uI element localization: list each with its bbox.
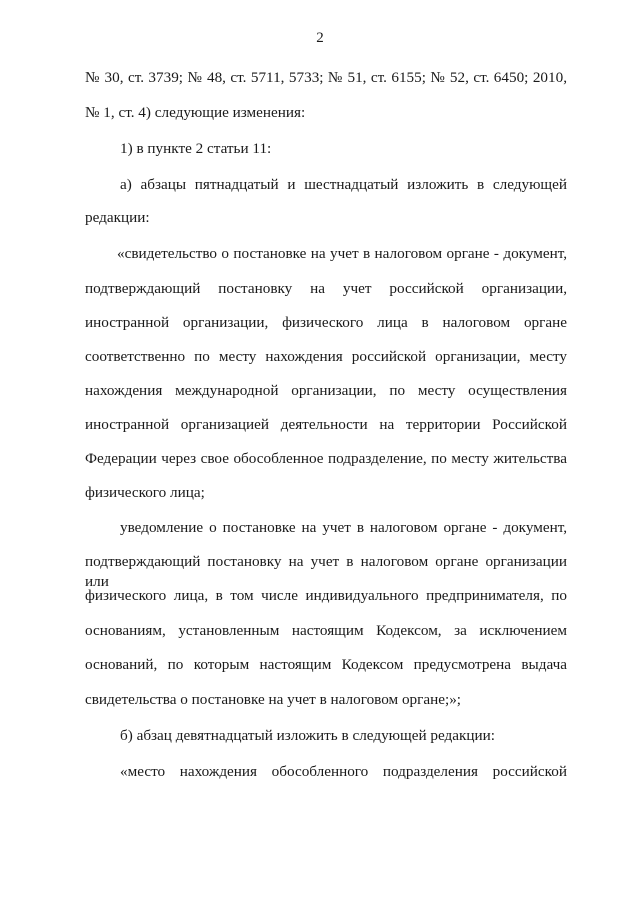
quote-line: иностранной организацией деятельности на территории Российской	[85, 416, 567, 433]
quote-line: подтверждающий постановку на учет российской организации,	[85, 280, 567, 297]
quote-line: оснований, по которым настоящим Кодексом предусмотрена выдача	[85, 656, 567, 673]
quote-line: физического лица, в том числе индивидуального предпринимателя, по	[85, 587, 567, 604]
quote-line: иностранной организации, физического лица в налоговом органе	[85, 314, 567, 331]
list-item-heading: б) абзац девятнадцатый изложить в следующей редакции:	[120, 727, 495, 744]
quote-line: «место нахождения обособленного подразделения российской	[120, 763, 567, 780]
quote-line: физического лица;	[85, 484, 205, 501]
quote-line: «свидетельство о постановке на учет в налоговом органе - документ,	[117, 245, 567, 262]
text-line: № 30, ст. 3739; № 48, ст. 5711, 5733; № 51, ст. 6155; № 52, ст. 6450; 2010,	[85, 69, 567, 86]
quote-line: подтверждающий постановку на учет в налоговом органе организации или	[85, 553, 567, 590]
page-number: 2	[316, 30, 324, 46]
quote-line: основаниям, установленным настоящим Кодексом, за исключением	[85, 622, 567, 639]
text-line: редакции:	[85, 209, 150, 226]
quote-line: Федерации через свое обособленное подразделение, по месту жительства	[85, 450, 567, 467]
quote-line: соответственно по месту нахождения российской организации, месту	[85, 348, 567, 365]
quote-line: уведомление о постановке на учет в налоговом органе - документ,	[120, 519, 567, 536]
list-item-heading: 1) в пункте 2 статьи 11:	[120, 140, 272, 157]
quote-line: свидетельства о постановке на учет в налоговом органе;»;	[85, 691, 462, 708]
text-line: а) абзацы пятнадцатый и шестнадцатый изложить в следующей	[120, 176, 567, 193]
text-line: № 1, ст. 4) следующие изменения:	[85, 104, 306, 121]
quote-line: нахождения международной организации, по месту осуществления	[85, 382, 567, 399]
